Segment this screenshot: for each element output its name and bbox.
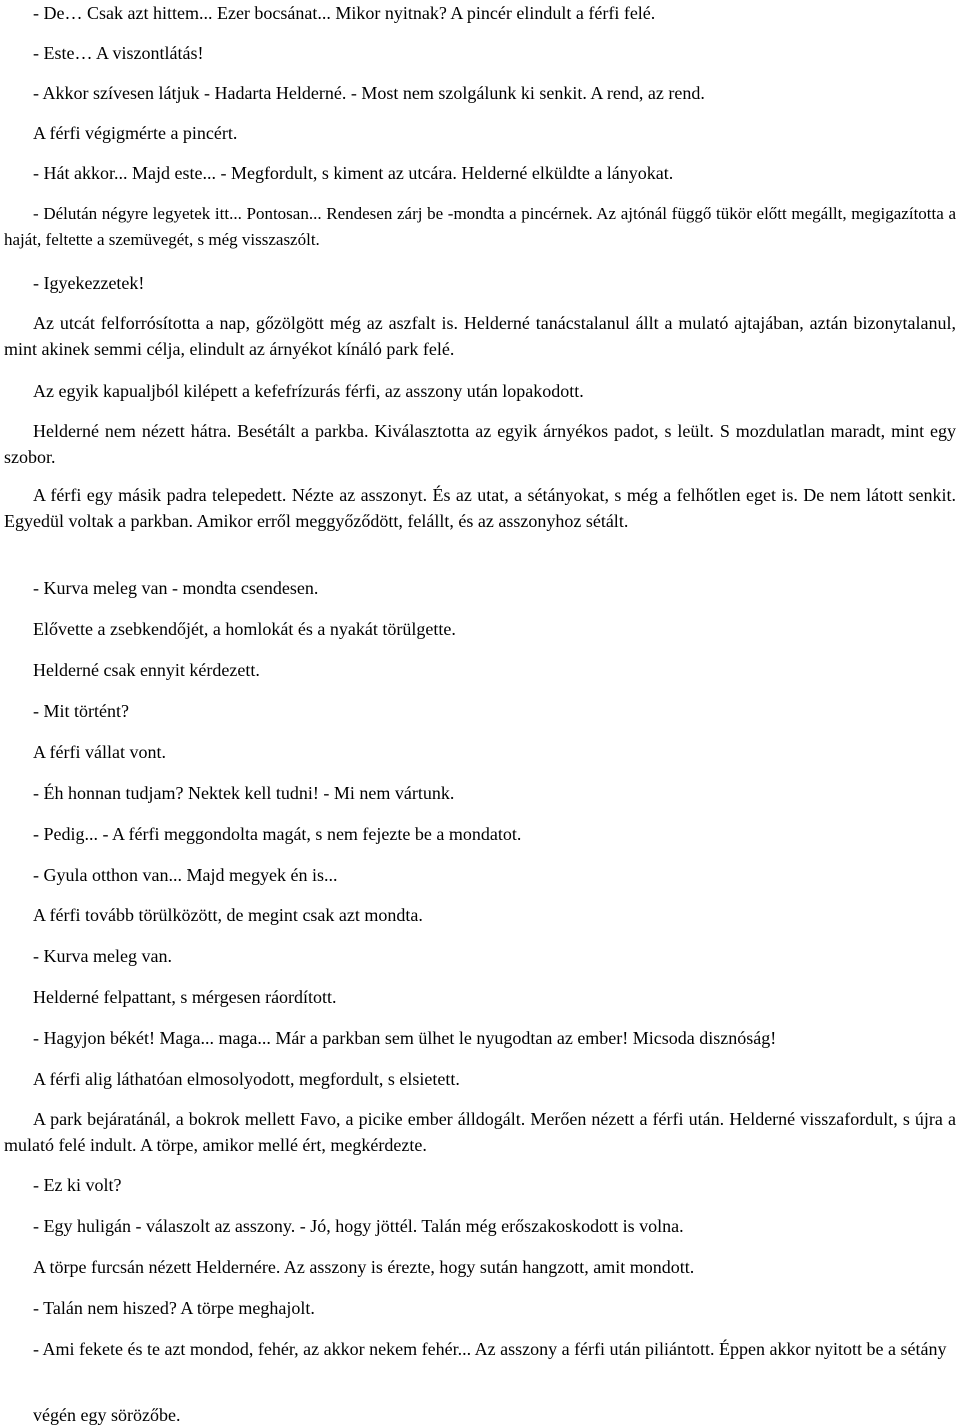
paragraph-19: - Gyula otthon van... Majd megyek én is... [33, 865, 338, 885]
paragraph-3: - Akkor szívesen látjuk - Hadarta Helderné. - Most nem szolgálunk ki senkit. A rend, az rend. [33, 83, 705, 103]
paragraph-24: A férfi alig láthatóan elmosolyodott, megfordult, s elsietett. [33, 1069, 460, 1089]
paragraph-14: Helderné csak ennyit kérdezett. [33, 660, 260, 680]
paragraph-15: - Mit történt? [33, 701, 129, 721]
paragraph-17: - Éh honnan tudjam? Nektek kell tudni! - Mi nem vártunk. [33, 783, 455, 803]
paragraph-31: végén egy sörözőbe. [33, 1405, 181, 1425]
paragraph-4: A férfi végigmérte a pincért. [33, 123, 238, 143]
paragraph-7: - Igyekezzetek! [33, 273, 145, 293]
paragraph-30: - Ami fekete és te azt mondod, fehér, az akkor nekem fehér... Az asszony a férfi után piliántott. Éppen akkor nyitott be a sétány [33, 1339, 947, 1359]
paragraph-26: - Ez ki volt? [33, 1175, 122, 1195]
paragraph-28: A törpe furcsán nézett Heldernére. Az asszony is érezte, hogy sután hangzott, amit mondott. [33, 1257, 695, 1277]
paragraph-6: - Délután négyre legyetek itt... Pontosan... Rendesen zárj be -mondta a pincérnek. Az ajtónál függő tükör előtt megállt, megigazította a haját, feltette a szemüvegét, s még visszaszólt. [4, 204, 956, 249]
paragraph-9: Az egyik kapualjból kilépett a kefefrízurás férfi, az asszony után lopakodott. [33, 381, 584, 401]
paragraph-29: - Talán nem hiszed? A törpe meghajolt. [33, 1298, 315, 1318]
paragraph-21: - Kurva meleg van. [33, 946, 172, 966]
paragraph-1: - De… Csak azt hittem... Ezer bocsánat... Mikor nyitnak? A pincér elindult a férfi felé. [33, 3, 656, 23]
paragraph-25: A park bejáratánál, a bokrok mellett Favo, a picike ember álldogált. Merően nézett a férfi után. Helderné visszafordult, s újra a mulató felé indult. A törpe, amikor mellé ért, megkérdezte. [4, 1109, 956, 1155]
paragraph-8: Az utcát felforrósította a nap, gőzölgött még az aszfalt is. Helderné tanácstalanul állt a mulató ajtajában, aztán bizonytalanul, mint akinek semmi célja, elindult az árnyékot kínáló park felé. [4, 313, 956, 359]
paragraph-23: - Hagyjon békét! Maga... maga... Már a parkban sem ülhet le nyugodtan az ember! Micsoda disznóság! [33, 1028, 777, 1048]
paragraph-27: - Egy huligán - válaszolt az asszony. - Jó, hogy jöttél. Talán még erőszakoskodott is volna. [33, 1216, 684, 1236]
paragraph-5: - Hát akkor... Majd este... - Megfordult, s kiment az utcára. Helderné elküldte a lányokat. [33, 163, 674, 183]
paragraph-22: Helderné felpattant, s mérgesen ráordított. [33, 987, 337, 1007]
paragraph-18: - Pedig... - A férfi meggondolta magát, s nem fejezte be a mondatot. [33, 824, 522, 844]
paragraph-13: Elővette a zsebkendőjét, a homlokát és a nyakát törülgette. [33, 619, 456, 639]
paragraph-16: A férfi vállat vont. [33, 742, 166, 762]
paragraph-11: A férfi egy másik padra telepedett. Nézte az asszonyt. És az utat, a sétányokat, s még a felhőtlen eget is. De nem látott senkit. Egyedül voltak a parkban. Amikor erről meggyőződött, felállt, és az asszonyhoz sétált. [4, 485, 956, 531]
paragraph-2: - Este… A viszontlátás! [33, 43, 204, 63]
paragraph-12: - Kurva meleg van - mondta csendesen. [33, 578, 319, 598]
paragraph-20: A férfi tovább törülközött, de megint csak azt mondta. [33, 905, 423, 925]
paragraph-10: Helderné nem nézett hátra. Besétált a parkba. Kiválasztotta az egyik árnyékos padot, s leült. S mozdulatlan maradt, mint egy szobor. [4, 421, 956, 467]
